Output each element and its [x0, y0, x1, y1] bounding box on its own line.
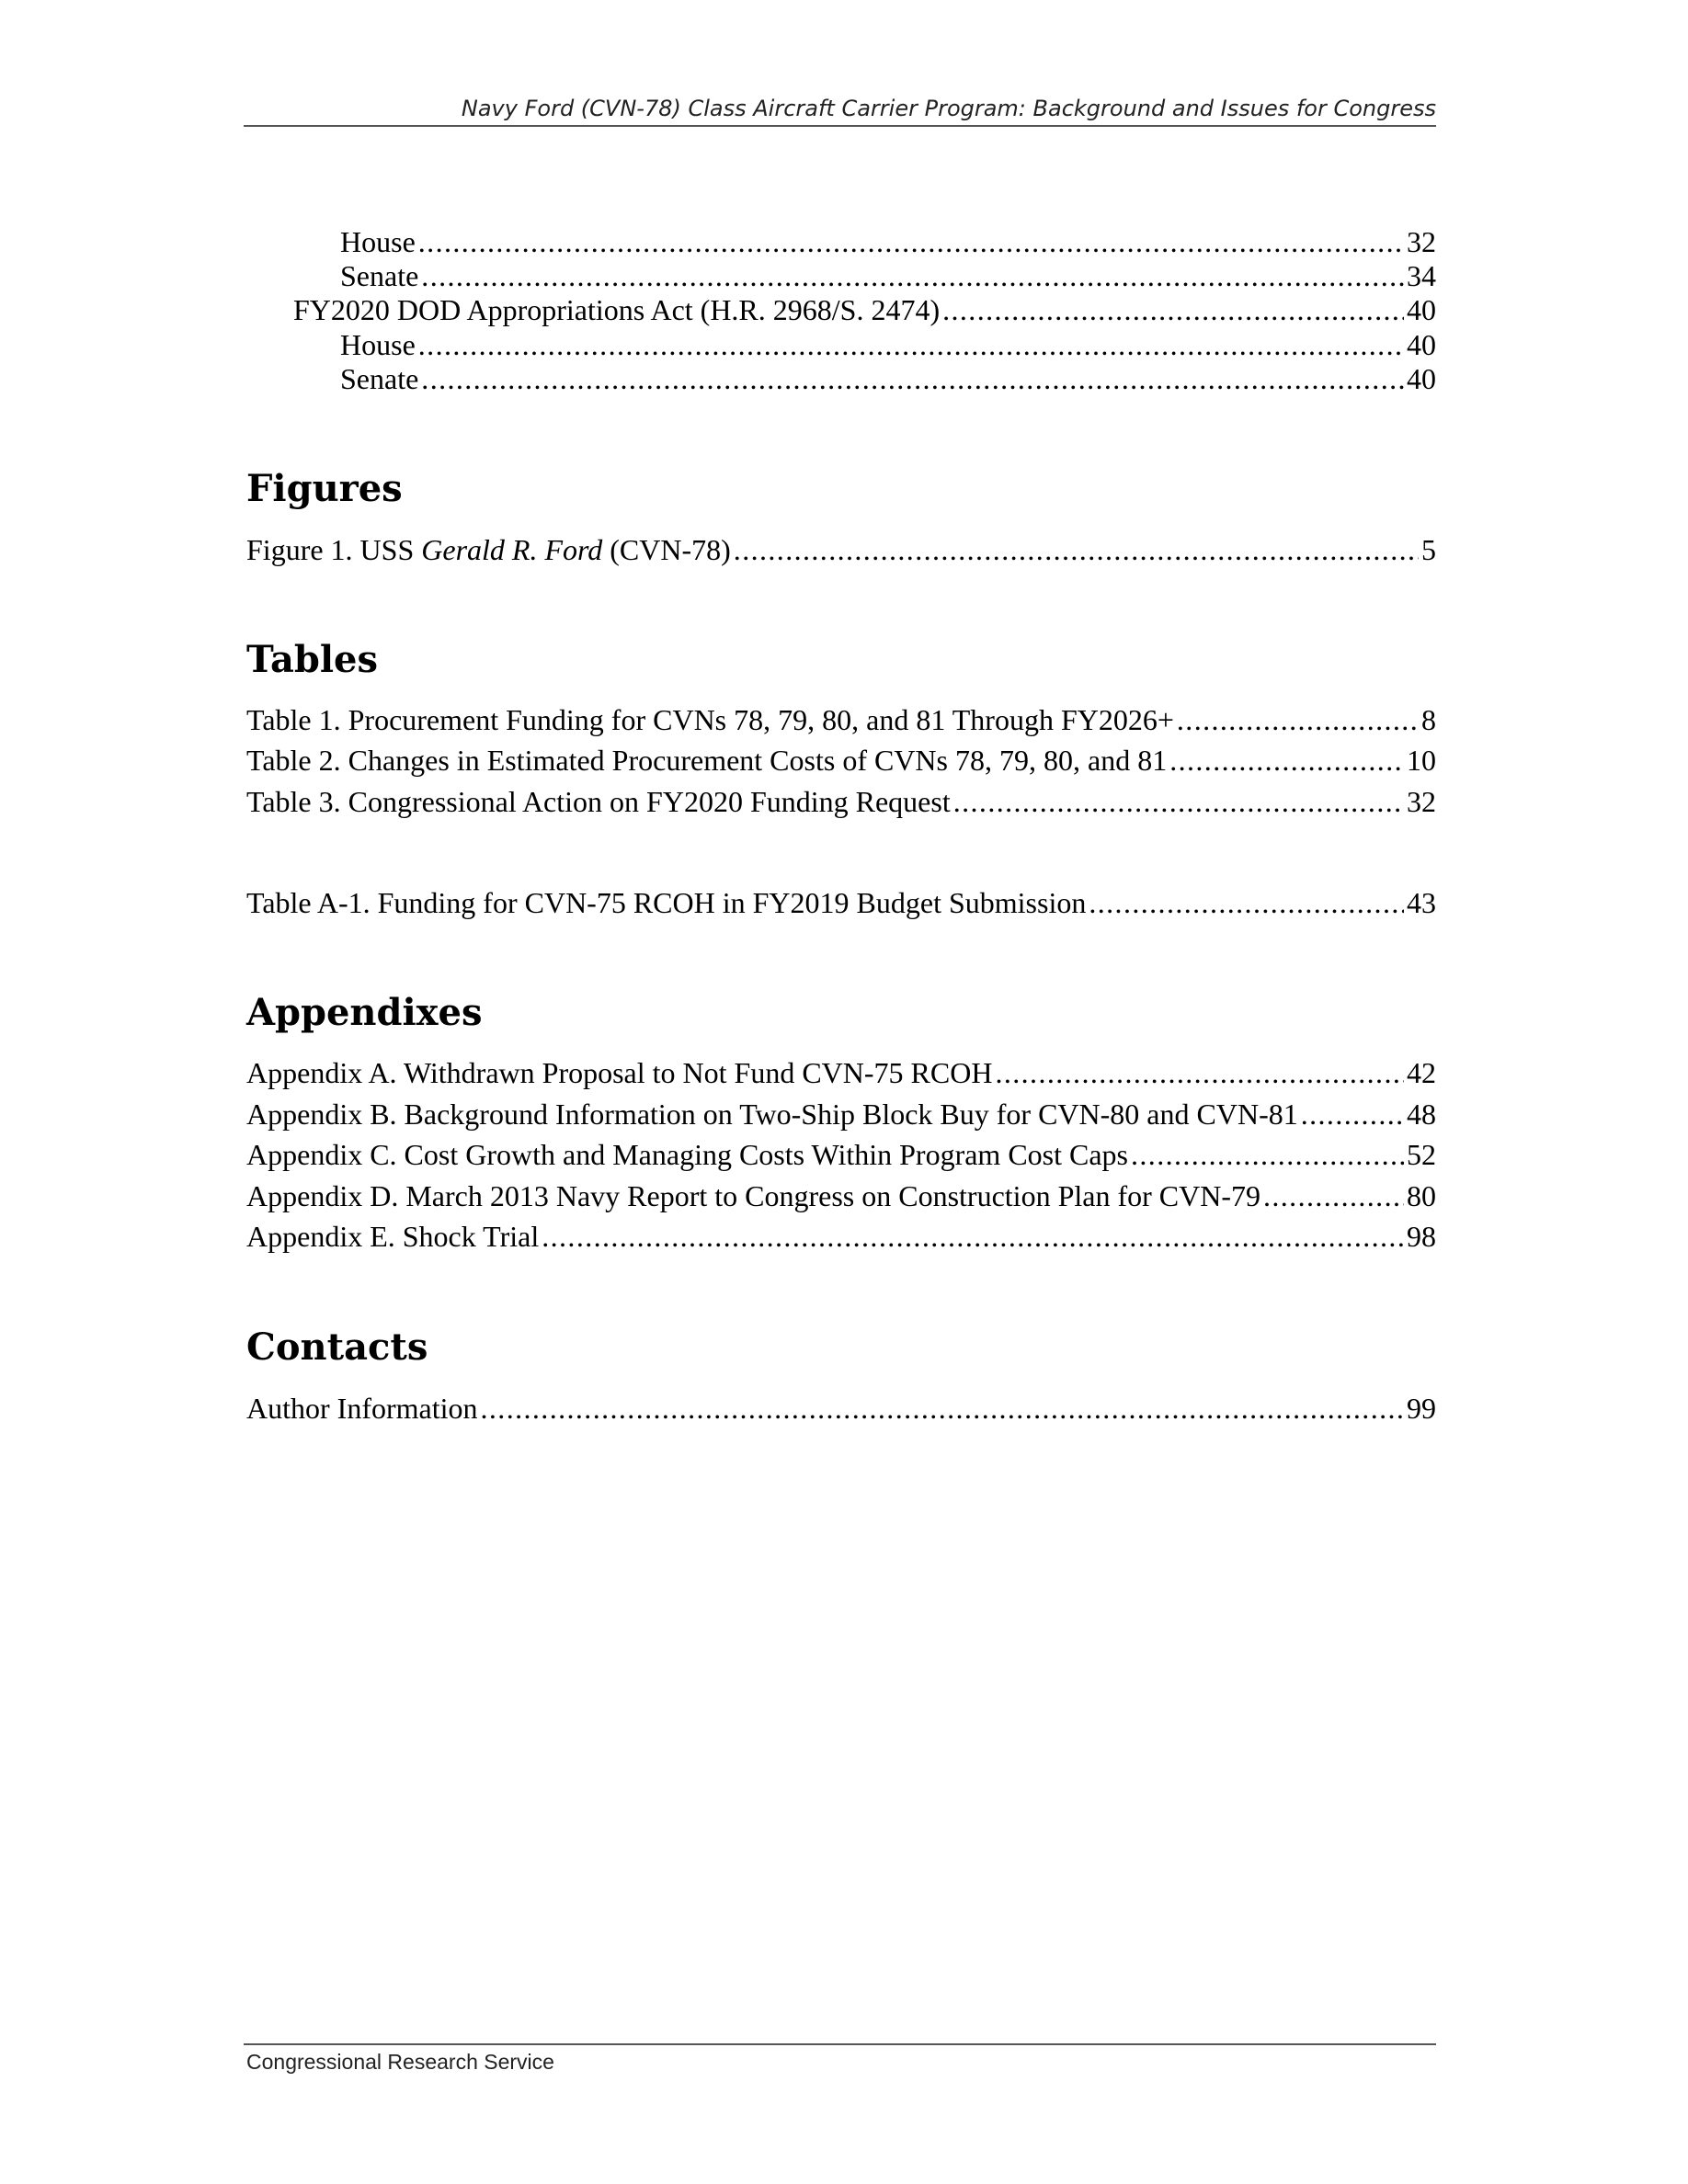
- appendix-entry-c[interactable]: [246, 1137, 1436, 1172]
- toc-page-number: 42: [1407, 1056, 1436, 1089]
- dot-leader: [995, 1055, 1404, 1090]
- toc-page-number: 8: [1421, 703, 1436, 736]
- toc-entry-senate-2[interactable]: [340, 361, 1436, 396]
- header-rule: [244, 125, 1436, 127]
- dot-leader: [481, 1391, 1405, 1426]
- toc-entry-label: Author Information: [246, 1392, 478, 1425]
- toc-entry-label: Appendix D. March 2013 Navy Report to Congress on Construction Plan for CVN-79: [246, 1179, 1260, 1212]
- dot-leader: [421, 258, 1404, 293]
- contact-entry-author-information[interactable]: [246, 1391, 1436, 1426]
- dot-leader: [942, 292, 1404, 327]
- dot-leader: [734, 532, 1419, 567]
- dot-leader: [542, 1219, 1404, 1254]
- toc-entry-label: Table A-1. Funding for CVN-75 RCOH in FY2019 Budget Submission: [246, 886, 1087, 919]
- table-entry-3[interactable]: [246, 784, 1436, 819]
- toc-entry-senate-1[interactable]: [340, 258, 1436, 293]
- toc-page-number: 52: [1407, 1138, 1436, 1171]
- toc-page-number: 40: [1407, 293, 1436, 326]
- toc-entry-label: Table 2. Changes in Estimated Procurement Costs of CVNs 78, 79, 80, and 81: [246, 744, 1168, 777]
- toc-entry-label: Table 1. Procurement Funding for CVNs 78, 79, 80, and 81 Through FY2026+: [246, 703, 1174, 736]
- dot-leader: [418, 224, 1404, 259]
- table-entry-1[interactable]: [246, 702, 1436, 737]
- tables-heading: Tables: [246, 638, 378, 681]
- dot-leader: [1301, 1097, 1404, 1132]
- dot-leader: [1177, 702, 1419, 737]
- appendix-entry-d[interactable]: [246, 1178, 1436, 1213]
- toc-page-number: 48: [1407, 1098, 1436, 1131]
- toc-page-number: 32: [1407, 225, 1436, 258]
- toc-entry-label: Appendix A. Withdrawn Proposal to Not Fund CVN-75 RCOH: [246, 1056, 993, 1089]
- toc-entry-label: House: [340, 225, 416, 258]
- dot-leader: [953, 784, 1404, 819]
- running-header: Navy Ford (CVN-78) Class Aircraft Carrier Program: Background and Issues for Congress: [461, 96, 1436, 121]
- table-entry-2[interactable]: [246, 743, 1436, 778]
- toc-entry-label: Appendix C. Cost Growth and Managing Costs Within Program Cost Caps: [246, 1138, 1128, 1171]
- dot-leader: [1089, 885, 1404, 920]
- toc-entry-label: Appendix E. Shock Trial: [246, 1220, 540, 1253]
- contacts-heading: Contacts: [246, 1325, 428, 1369]
- running-footer: Congressional Research Service: [246, 2050, 554, 2074]
- table-entry-a1[interactable]: [246, 885, 1436, 920]
- appendixes-heading: Appendixes: [246, 991, 483, 1034]
- toc-entry-label: Senate: [340, 259, 419, 292]
- toc-entry-label: Figure 1. USS Gerald R. Ford (CVN-78): [246, 533, 731, 566]
- toc-entry-fy2020-appropriations[interactable]: [293, 292, 1436, 327]
- figures-heading: Figures: [246, 467, 403, 510]
- toc-page-number: 43: [1407, 886, 1436, 919]
- dot-leader: [421, 361, 1404, 396]
- toc-entry-label: Table 3. Congressional Action on FY2020 Funding Request: [246, 785, 951, 818]
- figure-entry-1[interactable]: [246, 532, 1436, 567]
- toc-entry-house-1[interactable]: [340, 224, 1436, 259]
- toc-page-number: 40: [1407, 328, 1436, 361]
- appendix-entry-e[interactable]: [246, 1219, 1436, 1254]
- toc-entry-label: Appendix B. Background Information on Two-Ship Block Buy for CVN-80 and CVN-81: [246, 1098, 1298, 1131]
- appendix-entry-a[interactable]: [246, 1055, 1436, 1090]
- dot-leader: [418, 327, 1404, 362]
- toc-page-number: 80: [1407, 1179, 1436, 1212]
- toc-page-number: 40: [1407, 362, 1436, 395]
- toc-entry-house-2[interactable]: [340, 327, 1436, 362]
- dot-leader: [1131, 1137, 1404, 1172]
- toc-page-number: 5: [1421, 533, 1436, 566]
- toc-entry-label: FY2020 DOD Appropriations Act (H.R. 2968/S. 2474): [293, 293, 941, 326]
- toc-page-number: 32: [1407, 785, 1436, 818]
- toc-page-number: 98: [1407, 1220, 1436, 1253]
- toc-page-number: 99: [1407, 1392, 1436, 1425]
- appendix-entry-b[interactable]: [246, 1097, 1436, 1132]
- dot-leader: [1169, 743, 1404, 778]
- dot-leader: [1263, 1178, 1404, 1213]
- toc-entry-label: Senate: [340, 362, 419, 395]
- footer-rule: [244, 2043, 1436, 2045]
- toc-entry-label: House: [340, 328, 416, 361]
- toc-page-number: 34: [1407, 259, 1436, 292]
- toc-page-number: 10: [1407, 744, 1436, 777]
